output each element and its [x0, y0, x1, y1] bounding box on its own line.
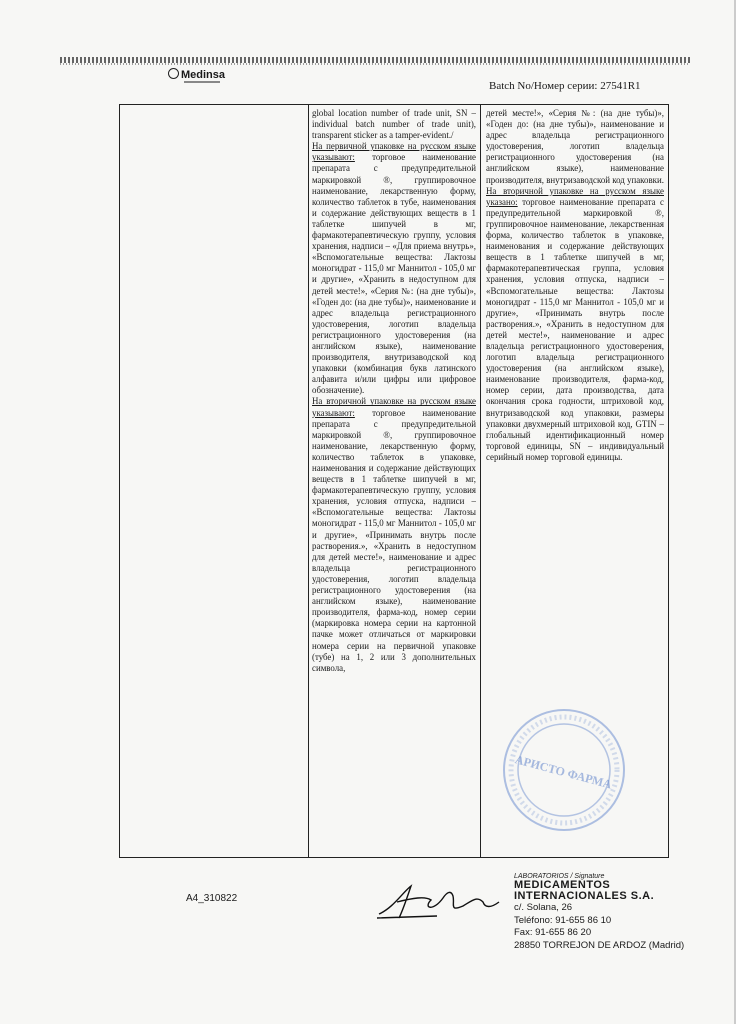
logo-text: Medinsa [181, 69, 226, 81]
right-intro: детей месте!», «Серия №: (на дне тубы)», «Годен до: (на дне тубы)», наименование и адрес владельца регистрационного удостоверения, логотип владельца регистрационного удостоверения (на английском языке), наименование производителя, внутризаводской код упаковки. [486, 108, 664, 185]
left-primary-heading: На первичной упаковке на русском языке указывают: [312, 141, 476, 163]
right-secondary-paragraph [486, 186, 664, 463]
company-fax: Fax: 91-655 86 20 [514, 927, 592, 938]
signature-icon [373, 878, 513, 927]
left-primary-body: торговое наименование препарата с предупредительной маркировкой ®, группировочное наименование, лекарственную форму, количество таблеток в тубе, наименования и содержание действующих веществ в 1 таблетке шипучей в мг, фармакотерапевтическую группу, условия хранения, надписи – «Для приема внутрь», «Вспомогательные вещества: Лактозы моногидрат - 115,0 мг Маннитол - 105,0 мг и другие», «Хранить в недоступном для детей месте!», «Серия №: (на дне тубы)», «Годен до: (на дне тубы)», наименование и адрес владельца регистрационного удостоверения, логотип владельца регистрационного удостоверения (на английском языке), наименование производителя, внутризаводской код упаковки (комбинация букв латинского алфавита и/или цифры или цифровое обозначение). [312, 152, 476, 396]
company-name-line2: INTERNACIONALES S.A. [514, 890, 655, 902]
company-block [514, 873, 684, 952]
right-secondary-body: торговое наименование препарата с предупредительной маркировкой ®, группировочное наименование, лекарственная форма, количество таблеток в упаковке, наименования и содержание действующих веществ в 1 таблетке шипучей в мг, фармакотерапевтическая группа, условия хранения, условия отпуска, надписи – «Вспомогательные вещества: Лактозы моногидрат - 115,0 мг Маннитол - 105,0 мг и другие», «Принимать внутрь после растворения.», «Хранить в недоступном для детей месте!», наименование и адрес владельца регистрационного удостоверения, логотип владельца регистрационного удостоверения (на английском языке), наименование производителя, фарма-код, номер серии, дата производства, дата окончания срока годности, штриховой код, внутризаводской код упаковки, размеры упаковки двухмерный штриховой код, GTIN – глобальный идентификационный номер торговой единицы, SN – индивидуальный серийный номер торговой единицы. [486, 196, 664, 462]
right-text-column [486, 108, 664, 463]
stamp-text: АРИСТО ФАРМА [513, 752, 614, 792]
left-primary-paragraph [312, 141, 476, 396]
company-label: LABORATORIOS / Signature [514, 873, 605, 880]
left-secondary-body: торговое наименование препарата с предупредительной маркировкой ®, группировочное наименование, лекарственную форму, количество таблеток в упаковке, наименования и содержание действующих веществ в 1 таблетке шипучей в мг, фармакотерапевтическую группу, условия хранения, условия отпуска, надписи – «Вспомогательные вещества: Лактозы моногидрат - 115,0 мг Маннитол - 105,0 мг и другие», «Принимать внутрь после растворения.», «Хранить в недоступном для детей месте!», наименование и адрес владельца регистрационного удостоверения, логотип владельца регистрационного удостоверения (на английском языке), наименование производителя, фарма-код, номер серии (маркировка номера серии на картонной пачке может отличаться от маркировки номера серии на первичной упаковке (тубе) на 1, 2 или 3 дополнительных символа, [312, 407, 476, 673]
medinsa-logo [168, 68, 225, 81]
left-secondary-heading: На вторичной упаковке на русском языке указывают: [312, 396, 476, 418]
company-phone: Teléfono: 91-655 86 10 [514, 914, 612, 926]
company-name-line1: MEDICAMENTOS [514, 879, 611, 891]
document-code: A4_310822 [186, 893, 238, 904]
left-intro: global location number of trade unit, SN – individual batch number of trade unit), transparent sticker as a tamper-evident./ [312, 108, 476, 141]
logo-underline [184, 81, 220, 83]
company-city: 28850 TORREJON DE ARDOZ (Madrid) [514, 939, 685, 951]
company-stamp [500, 706, 628, 839]
header-dotted-line-secondary [60, 63, 690, 65]
batch-number: Batch No/Номер серии: 27541R1 [489, 80, 641, 92]
left-text-column [312, 108, 476, 674]
logo-mark-icon [168, 68, 179, 79]
left-secondary-paragraph [312, 396, 476, 673]
table-divider-left [308, 104, 309, 858]
right-secondary-heading: На вторичной упаковке на русском языке указано: [486, 185, 664, 207]
table-divider-right [480, 104, 481, 858]
company-address: c/. Solana, 26 [514, 902, 573, 913]
